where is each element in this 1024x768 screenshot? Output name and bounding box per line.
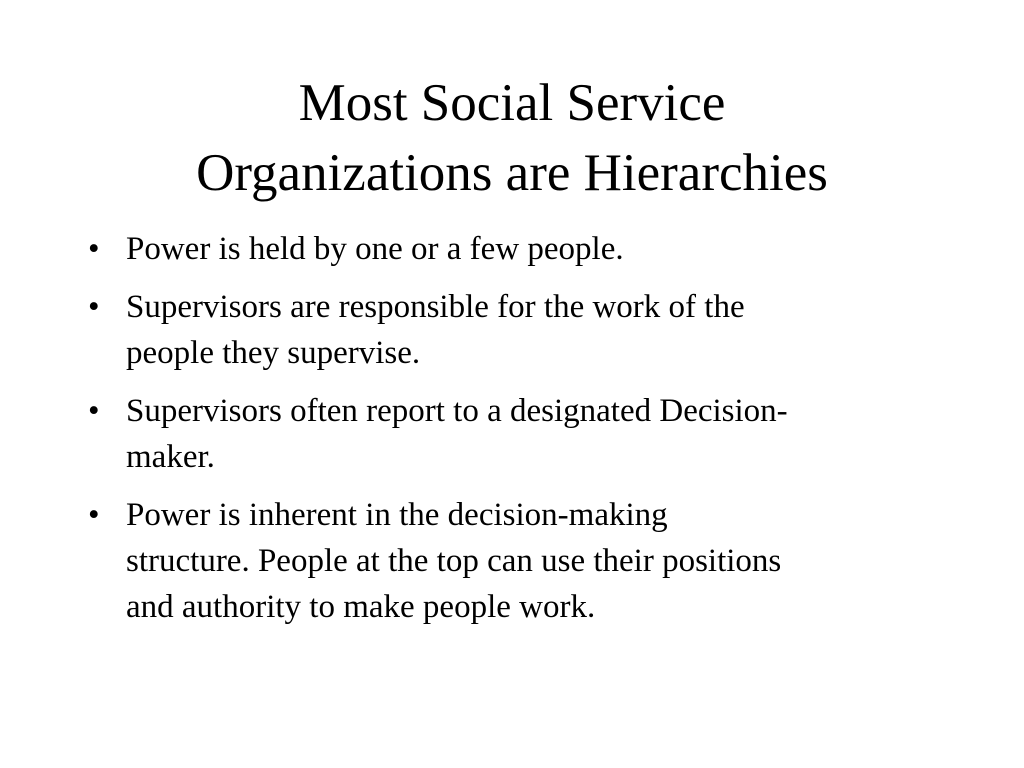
- bullet-text-line: maker.: [126, 439, 215, 475]
- bullet-item: [86, 492, 946, 630]
- bullet-list: [86, 226, 946, 642]
- bullet-text-line: Supervisors are responsible for the work of the: [126, 289, 745, 325]
- bullet-text-line: people they supervise.: [126, 335, 421, 371]
- bullet-marker: •: [88, 231, 100, 267]
- bullet-marker: •: [88, 289, 100, 325]
- bullet-item: [86, 284, 946, 376]
- bullet-text-line: and authority to make people work.: [126, 589, 596, 625]
- slide-title: [0, 68, 1024, 208]
- bullet-text-line: structure. People at the top can use their positions: [126, 543, 782, 579]
- bullet-item: [86, 226, 946, 272]
- slide-title-line: Organizations are Hierarchies: [196, 144, 828, 202]
- bullet-text-line: Power is held by one or a few people.: [126, 231, 624, 267]
- bullet-text-line: Power is inherent in the decision-making: [126, 497, 668, 533]
- bullet-item: [86, 388, 946, 480]
- bullet-marker: •: [88, 497, 100, 533]
- bullet-marker: •: [88, 393, 100, 429]
- slide-title-line: Most Social Service: [298, 74, 726, 132]
- bullet-text-line: Supervisors often report to a designated Decision-: [126, 393, 788, 429]
